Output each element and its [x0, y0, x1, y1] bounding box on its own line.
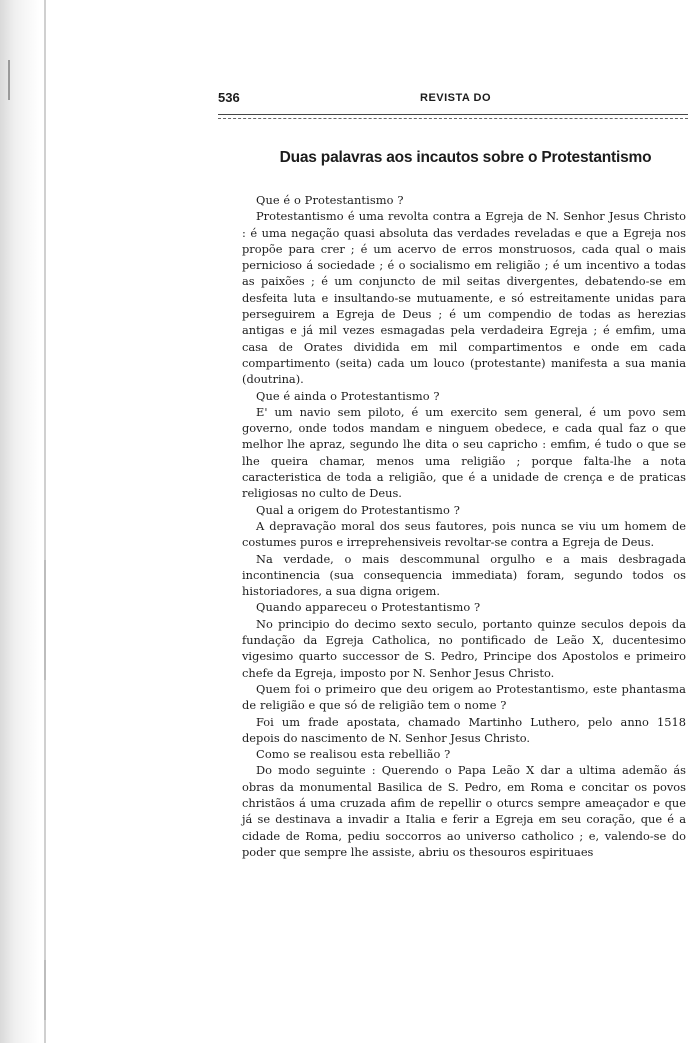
scan-mark: [8, 60, 10, 100]
page-number: 536: [218, 90, 240, 105]
answer-paragraph: E' um navio sem piloto, é um exercito sem general, é um povo sem governo, onde todos mandam e ninguem obedece, e cada qual faz o que melhor lhe apraz, segundo lhe dita o seu capricho : emfim, é tudo o que se lhe queira chamar, menos uma religião ; porque falta-lhe a nota caracteristica de toda a religião, que é a unidade de crença e de praticas religiosas no culto de Deus.: [242, 404, 686, 501]
article-body: [242, 192, 686, 860]
header-rule: [218, 114, 688, 119]
answer-paragraph: No principio do decimo sexto seculo, portanto quinze seculos depois da fundação da Egreja Catholica, no pontificado de Leão X, ducentesimo vigesimo quarto successor de S. Pedro, Principe dos Apostolos e primeiro chefe da Egreja, imposto por N. Senhor Jesus Christo.: [242, 616, 686, 680]
question-paragraph: Quando appareceu o Protestantismo ?: [256, 600, 481, 615]
page-header: [218, 90, 688, 112]
answer-paragraph: Protestantismo é uma revolta contra a Egreja de N. Senhor Jesus Christo : é uma negação quasi absoluta das verdades reveladas e que a Egreja nos propõe para crer ; é um acervo de erros monstruosos, cada qual o mais pernicioso á sociedade ; é o socialismo em religião ; é um incentivo a todas as paixões ; é um conjuncto de mil seitas divergentes, debatendo-se em desfeita luta e insultando-se mutuamente, e só estreitamente unidas para perseguirem a Egreja de Deus ; é um compendio de todas as herezias antigas e já mil vezes esmagadas pela verdadeira Egreja ; é emfim, uma casa de Orates dividida em mil compartimentos e onde em cada compartimento (seita) cada um louco (protestante) manifesta a sua mania (doutrina).: [242, 209, 686, 387]
question-paragraph: Que é ainda o Protestantismo ?: [256, 388, 440, 403]
question-paragraph: Como se realisou esta rebellião ?: [256, 747, 451, 762]
answer-paragraph: Na verdade, o mais descommunal orgulho e a mais desbragada incontinencia (sua consequencia immediata) foram, segundo todos os historiadores, a sua digna origem.: [242, 551, 686, 599]
page-gutter-shadow: [0, 0, 40, 1043]
answer-paragraph: Foi um frade apostata, chamado Martinho Luthero, pelo anno 1518 depois do nascimento de N. Senhor Jesus Christo.: [242, 714, 686, 745]
question-paragraph: Que é o Protestantismo ?: [256, 193, 404, 207]
scan-mark: [44, 560, 46, 680]
question-paragraph: Qual a origem do Protestantismo ?: [256, 502, 460, 517]
question-paragraph: Quem foi o primeiro que deu origem ao Protestantismo, este phantasma de religião e que só de religião tem o nome ?: [242, 681, 686, 713]
answer-paragraph: Do modo seguinte : Querendo o Papa Leão X dar a ultima ademão ás obras da monumental Basilica de S. Pedro, em Roma e concitar os povos christãos á uma cruzada afim de repellir o oturcs sempre ameaçador e que já se destinava a invadir a Italia e ferir a Egreja em seu coração, que é a cidade de Roma, pediu soccorros ao universo catholico ; e, valendo-se do poder que sempre lhe assiste, abriu os thesouros espirituaes: [242, 763, 686, 859]
answer-paragraph: A depravação moral dos seus fautores, pois nunca se viu um homem de costumes puros e irreprehensiveis revoltar-se contra a Egreja de Deus.: [242, 518, 686, 550]
article-title: Duas palavras aos incautos sobre o Protestantismo: [279, 149, 652, 166]
running-head: REVISTA DO: [420, 92, 492, 104]
page-binding-line: [44, 0, 46, 1043]
scan-mark: [44, 960, 46, 1020]
